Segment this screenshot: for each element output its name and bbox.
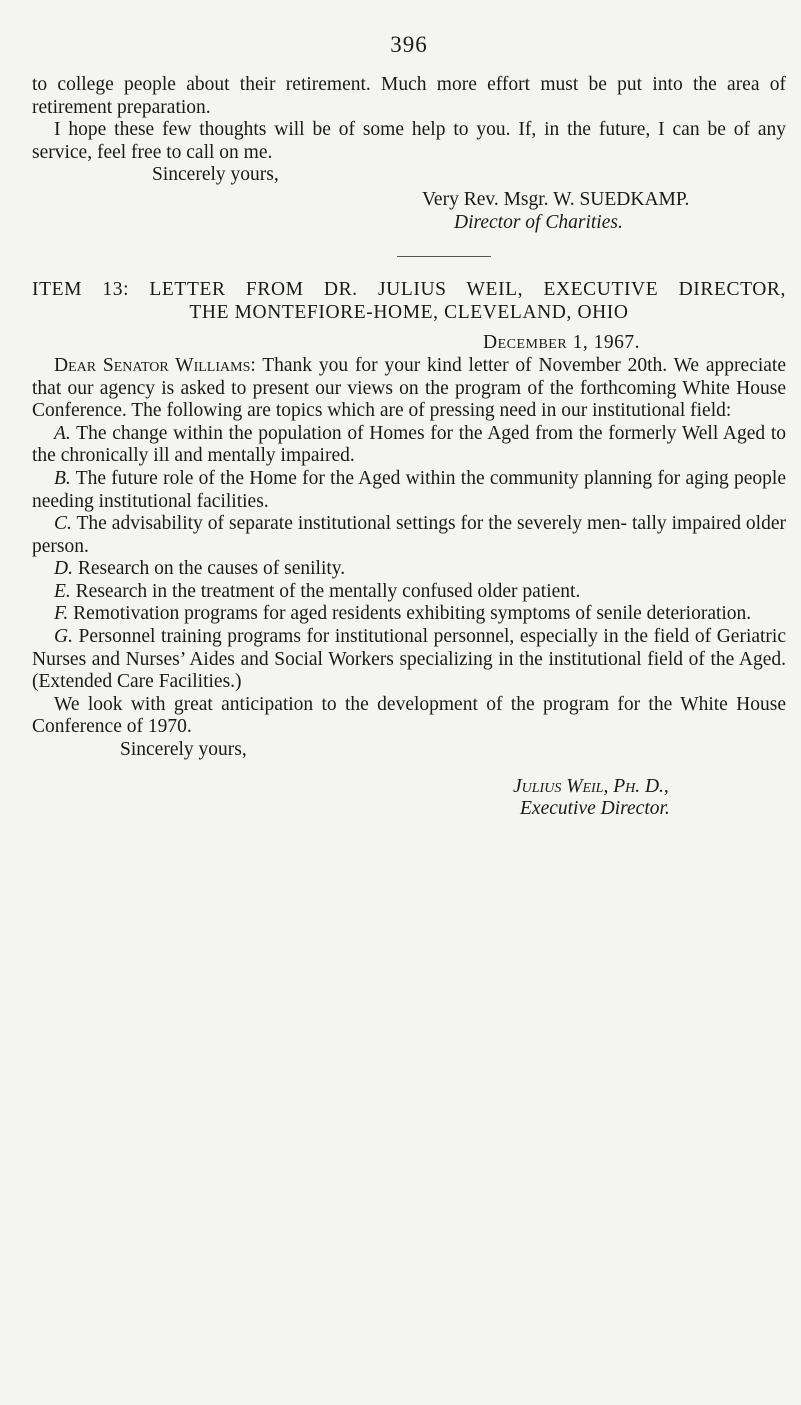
topic-text: Remotivation programs for aged residents exhibiting symptoms of senile deterioration. [68,603,752,625]
letter-signer-title: Executive Director. [520,798,670,820]
item-heading-line-1: ITEM 13: LETTER FROM DR. JULIUS WEIL, EXECUTIVE DIRECTOR, [32,279,786,301]
prev-letter-paragraph-1: to college people about their retirement. Much more effort must be put into the area of retirement preparation. [32,74,786,118]
topic-item-b [32,468,786,513]
closing-paragraph: We look with great anticipation to the development of the program for the White House Conference of 1970. [32,693,786,738]
topic-item-g [32,626,786,694]
topic-letter: C. [54,513,72,535]
salutation: Dear Senator Williams: [54,354,256,376]
topic-letter: B. [54,467,71,489]
item-heading-line-2: THE MONTEFIORE-HOME, CLEVELAND, OHIO [189,301,629,323]
topic-letter: E. [54,580,71,602]
topic-text: Research on the causes of senility. [72,558,346,580]
prev-letter-closing: Sincerely yours, [152,164,279,186]
topic-item-c [32,513,786,558]
topic-text: The advisability of separate institutional settings for the severely men- tally impaired older person. [32,513,786,557]
page-number: 396 [390,32,428,57]
prev-letter-signer-title: Director of Charities. [454,211,623,233]
topic-letter: F. [54,603,69,625]
topic-item-a [32,423,786,468]
topic-letter: G. [54,626,73,648]
topic-item-d [32,558,786,581]
topic-letter: D. [54,558,73,580]
topic-text: The change within the population of Homes for the Aged from the formerly Well Aged to the chronically ill and mentally impaired. [32,422,786,467]
topic-text: Personnel training programs for institutional personnel, especially in the field of Geriatric Nurses and Nurses’ Aides and Social Workers specializing in the institutional field of the Aged. (Extended Care Facilities.) [32,626,786,693]
letter-date: December 1, 1967. [483,332,640,354]
topic-letter: A. [54,422,71,444]
prev-letter-paragraph-2: I hope these few thoughts will be of some help to you. If, in the future, I can be of any service, feel free to call on me. [32,119,786,163]
intro-text: Thank you for your kind letter of November 20th. We appreciate that our agency is asked to present our views on the program of the forthcoming White House Conference. The following are topics which are of pressing need in our institutional field: [32,354,787,422]
topic-text: Research in the treatment of the mentally confused older patient. [70,580,581,602]
letter-intro [32,355,786,423]
prev-letter-signer: Very Rev. Msgr. W. SUEDKAMP. [422,188,690,210]
topic-item-f [32,603,786,626]
letter-closing: Sincerely yours, [120,739,247,761]
letter-signer: Julius Weil, Ph. D., [513,775,669,797]
topic-text: The future role of the Home for the Aged within the community planning for aging people needing institutional facilities. [32,467,786,512]
topic-item-e [32,581,786,604]
section-divider [397,256,491,257]
